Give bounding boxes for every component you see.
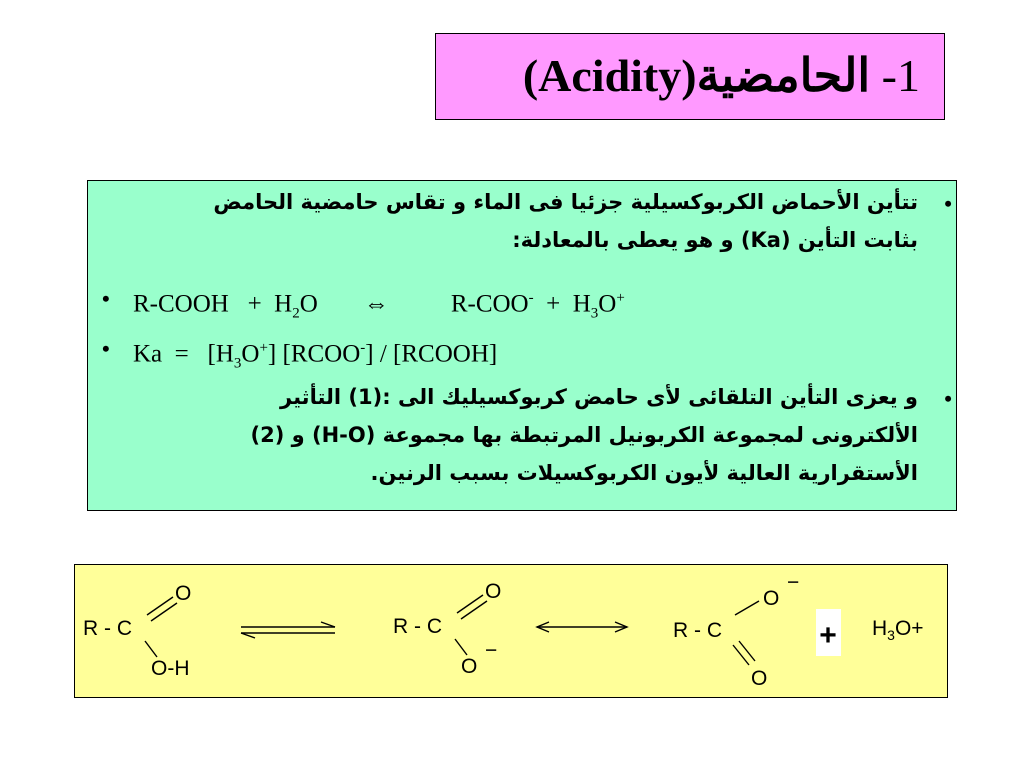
carboxylate2-minus: −	[787, 571, 800, 594]
carboxylate2-carbonyl-o: O	[751, 667, 768, 690]
eq1-h2o-sub: 2	[292, 305, 300, 322]
paragraph-1	[118, 183, 918, 259]
eq2-sup-plus: +	[259, 340, 268, 356]
equation-ionization	[133, 281, 625, 330]
paragraph-2-line-3: الأستقرارية العالية لأيون الكربوكسيلات بسبب الرنين.	[370, 461, 918, 485]
eq1-plus: + H	[533, 290, 591, 318]
equilibrium-arrow-top-head	[321, 622, 335, 627]
title-box	[435, 33, 945, 120]
carboxylate2-oxide-o: O	[763, 587, 780, 610]
eq2-mid: ] [RCOO	[267, 340, 361, 368]
carboxylate1-double-bond-b	[461, 601, 487, 619]
eq2-ka: Ka = [H	[133, 340, 234, 368]
eq2-end: ] / [RCOOH]	[365, 340, 498, 368]
carboxylate1-single-bond	[455, 639, 467, 655]
title-arabic: الحامضية	[696, 50, 871, 101]
hydronium-sub: 3	[887, 627, 895, 643]
eq1-h2o-o: O	[299, 290, 318, 318]
carboxylate2-single-bond	[735, 601, 759, 615]
scheme-box	[74, 564, 948, 698]
acid-oh-label: O-H	[151, 657, 190, 680]
eq2-sup-minus: -	[360, 340, 366, 356]
carboxylate1-oxide-o: O	[461, 655, 478, 678]
equation-ka	[133, 331, 497, 380]
carboxylate1-rc-label: R - C	[393, 615, 442, 638]
bullet-2: •	[102, 286, 110, 311]
acid-carbonyl-o: O	[175, 582, 192, 605]
resonance-scheme	[75, 565, 949, 699]
eq1-minus: -	[528, 290, 534, 306]
eq1-h3o-o: O	[598, 290, 617, 318]
eq1-right: R-COO	[450, 290, 529, 318]
carboxylate1-double-bond-a	[457, 595, 483, 613]
carboxylate2-double-bond-b	[739, 641, 755, 661]
title-number: 1-	[881, 50, 920, 101]
eq1-arrow: ⇔	[363, 290, 389, 318]
bullet-1: •	[944, 191, 952, 216]
eq2-o: O	[241, 340, 260, 368]
hydronium-label	[872, 617, 924, 643]
eq2-sub3: 3	[233, 355, 242, 372]
plus-sign: +	[819, 619, 837, 652]
hydronium-h: H	[872, 617, 888, 640]
eq1-h3o-sub: 3	[590, 305, 599, 322]
eq1-left: R-COOH + H	[133, 290, 293, 318]
slide-title	[523, 48, 920, 104]
paragraph-2-line-2: الألكترونى لمجموعة الكربونيل المرتبطة بها مجموعة (H-O) و (2)	[250, 423, 918, 447]
title-english: (Acidity)	[522, 50, 697, 101]
hydronium-rest: O+	[894, 617, 924, 640]
acid-double-bond-b	[151, 603, 177, 621]
bullet-4: •	[944, 386, 952, 411]
carboxylate1-minus: −	[485, 639, 498, 662]
carboxylate1-carbonyl-o: O	[485, 580, 502, 603]
eq1-h3o-plus: +	[616, 290, 625, 306]
bullet-3: •	[102, 336, 110, 361]
paragraph-1-line-2: بثابت التأين (Ka) و هو يعطى بالمعادلة:	[512, 228, 918, 252]
content-box	[87, 180, 957, 511]
acid-rc-label: R - C	[83, 617, 132, 640]
equilibrium-arrow-bottom-head	[241, 633, 255, 638]
carboxylate2-rc-label: R - C	[673, 619, 722, 642]
paragraph-1-line-1: تتأين الأحماض الكربوكسيلية جزئيا فى الماء و تقاس حامضية الحامض	[213, 190, 918, 214]
carboxylate2-double-bond-a	[733, 645, 749, 665]
acid-single-bond	[145, 641, 157, 657]
paragraph-2-line-1: و يعزى التأين التلقائى لأى حامض كربوكسيليك الى :(1) التأثير	[280, 385, 918, 409]
paragraph-2	[118, 378, 918, 492]
acid-double-bond-a	[147, 597, 173, 615]
